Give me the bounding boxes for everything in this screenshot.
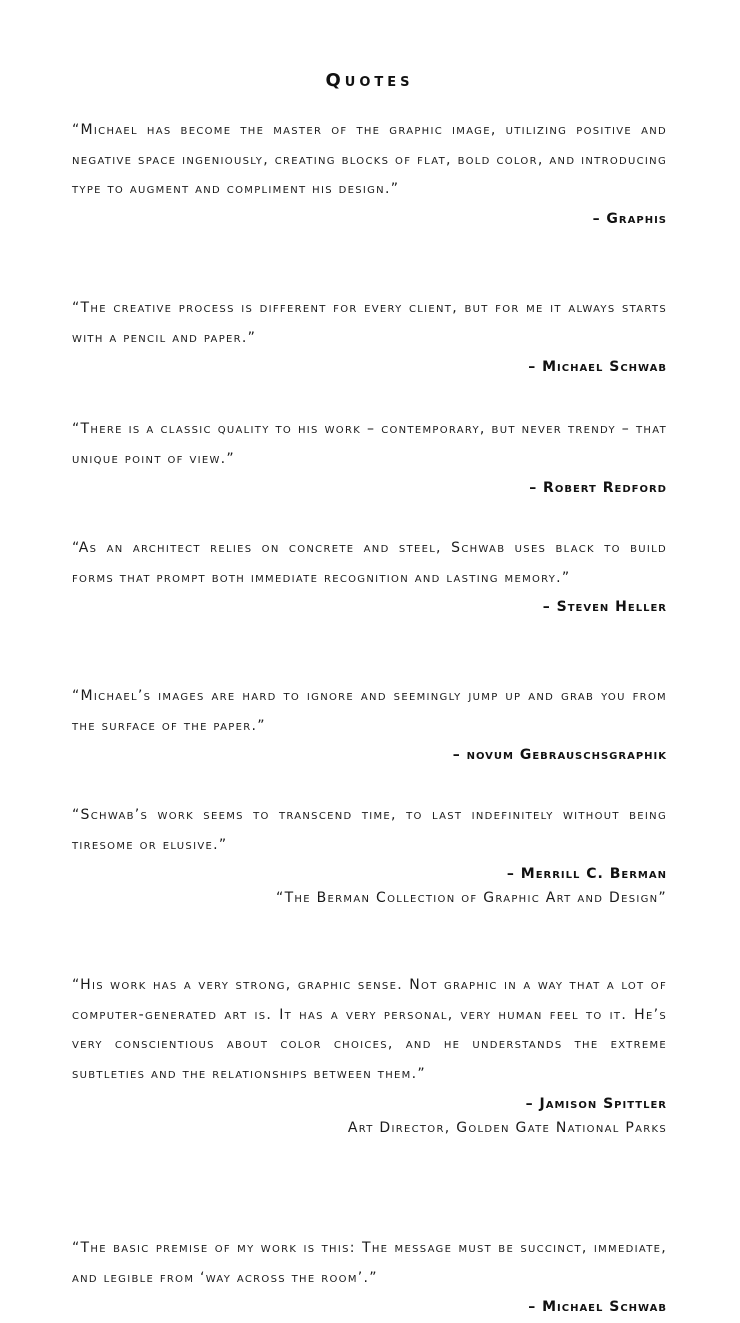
quote-block: [72, 682, 667, 771]
quote-text: “As an architect relies on concrete and steel, Schwab uses black to build forms that prompt both immediate recognition and lasting memory.”: [72, 540, 667, 586]
quote-text: “The basic premise of my work is this: The message must be succinct, immediate, and legible from ‘way across the room’.”: [72, 1240, 667, 1286]
quote-author-note: Art Director, Golden Gate National Parks: [347, 1119, 667, 1136]
quote-block: [72, 116, 667, 235]
quote-author: – Michael Schwab: [528, 359, 667, 376]
quote-block: [72, 294, 667, 383]
quote-author: – Merrill C. Berman: [506, 866, 667, 883]
quote-text: “His work has a very strong, graphic sense. Not graphic in a way that a lot of computer-generated art is. It has a very personal, very human feel to it. He’s very conscientious about color choices, and he understands the extreme subtleties and the relationships between them.”: [72, 977, 667, 1083]
quote-author: – novum Gebrauschsgraphik: [452, 747, 667, 764]
quote-author: – Robert Redford: [529, 480, 667, 497]
quote-author: – Michael Schwab: [528, 1299, 667, 1316]
page-title: Quotes: [325, 70, 414, 91]
quote-text: “The creative process is different for every client, but for me it always starts with a pencil and paper.”: [72, 300, 667, 346]
quote-author: – Graphis: [592, 211, 667, 228]
quote-block: [72, 971, 667, 1140]
quote-block: [72, 534, 667, 623]
quote-block: [72, 1234, 667, 1323]
quote-text: “Michael has become the master of the graphic image, utilizing positive and negative space ingeniously, creating blocks of flat, bold color, and introducing type to augment and compliment his design.”: [72, 122, 667, 198]
quote-author: – Jamison Spittler: [525, 1095, 667, 1112]
quote-block: [72, 801, 667, 910]
quote-author-note: “The Berman Collection of Graphic Art and Design”: [276, 890, 667, 907]
quote-text: “There is a classic quality to his work – contemporary, but never trendy – that unique point of view.”: [72, 421, 667, 467]
quote-text: “Schwab’s work seems to transcend time, to last indefinitely without being tiresome or elusive.”: [72, 807, 667, 853]
quote-author: – Steven Heller: [542, 599, 667, 616]
quote-text: “Michael’s images are hard to ignore and seemingly jump up and grab you from the surface of the paper.”: [72, 688, 667, 734]
quote-block: [72, 415, 667, 504]
